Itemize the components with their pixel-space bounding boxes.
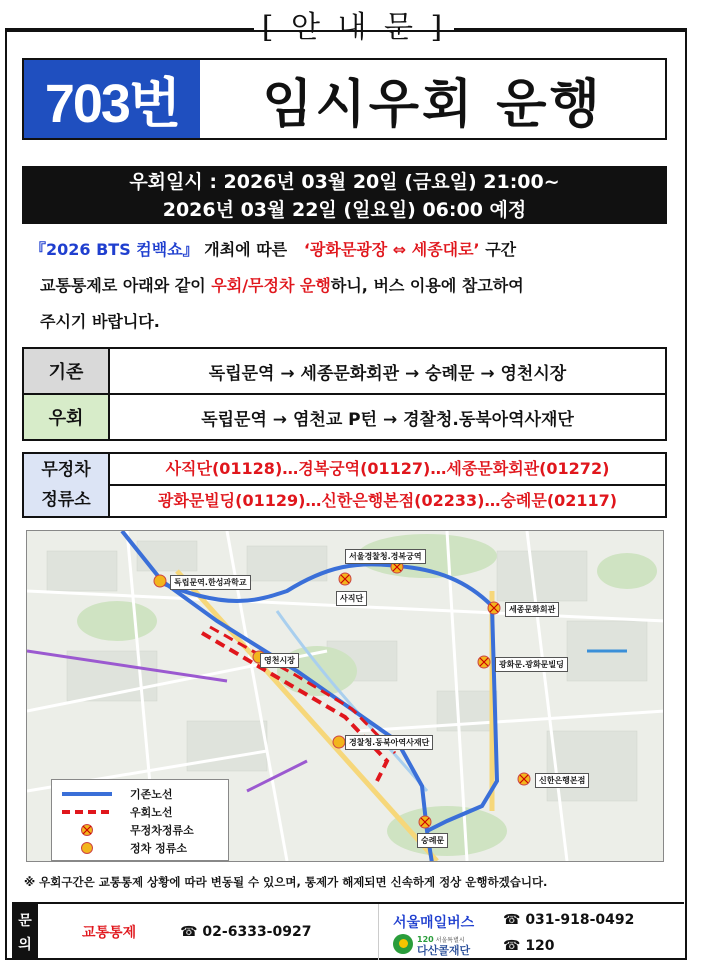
traffic-dept: 교통통제 <box>82 925 137 941</box>
contact-traffic <box>38 904 378 960</box>
legend-stop-icon <box>60 841 114 855</box>
no-stop-label-1: 무정차 <box>41 460 91 480</box>
map-label-stop-9: 숭례문 <box>417 833 448 848</box>
route-path-detour: 독립문역 → 염천교 P턴 → 경찰청.동북아역사재단 <box>109 394 666 440</box>
notice-part-5: 주시기 바랍니다. <box>40 312 160 331</box>
route-map <box>26 530 664 862</box>
logo-number: 120 <box>417 935 434 944</box>
no-stop-row-1: 사직단(01128)…경복궁역(01127)…세종문화회관(01272) <box>109 453 666 485</box>
legend-no-stop <box>60 822 194 838</box>
logo-small: 서울특별시 <box>435 937 465 944</box>
schedule-line-1: 우회일시 : 2026년 03월 20일 (금요일) 21:00~ <box>129 171 560 193</box>
route-row-detour <box>23 394 666 440</box>
map-label-stop-4: 세종문화회관 <box>505 602 559 617</box>
logo-name: 다산콜재단 <box>417 944 471 957</box>
detour-schedule <box>22 166 667 224</box>
control-section: ‘광화문광장 ⇔ 세종대로’ <box>303 240 480 259</box>
bus-company: 서울매일버스 <box>393 915 475 931</box>
notice-part-2: 구간 <box>479 240 517 259</box>
legend-no-stop-label: 무정차정류소 <box>130 824 194 837</box>
route-table <box>22 347 667 441</box>
legend-detour-swatch <box>60 805 114 819</box>
no-stop-label <box>23 453 109 517</box>
route-label-detour: 우회 <box>23 394 109 440</box>
legend-stop <box>60 840 187 856</box>
map-label-stop-3: 사직단 <box>336 591 367 606</box>
header-label: [ 안 내 문 ] <box>0 2 708 46</box>
map-label-stop-6: 광화문.광화문빌딩 <box>495 657 568 672</box>
bus-company-phone: ☎ 031-918-0492 <box>503 912 635 928</box>
contact-label <box>12 904 38 960</box>
footnote: ※ 우회구간은 교통통제 상황에 따라 변동될 수 있으며, 통제가 해제되면 신속하게 정상 운행하겠습니다. <box>24 875 548 889</box>
legend-no-stop-icon <box>60 823 114 837</box>
route-row-existing <box>23 348 666 394</box>
legend-detour <box>60 804 173 820</box>
legend-stop-label: 정차 정류소 <box>130 842 187 855</box>
title-box <box>22 58 667 140</box>
notice-part-4: 하니, 버스 이용에 참고하여 <box>330 276 524 295</box>
legend-detour-label: 우회노선 <box>130 806 173 819</box>
contact-bar <box>12 902 684 960</box>
map-legend <box>51 779 229 861</box>
contact-company <box>378 904 684 960</box>
dasan-call-logo <box>393 932 470 956</box>
no-stop-label-2: 정류소 <box>41 490 91 510</box>
no-stop-table <box>22 452 667 518</box>
dasan-logo-icon <box>393 934 413 954</box>
schedule-line-2: 2026년 03월 22일 (일요일) 06:00 예정 <box>162 199 527 221</box>
page-title: 임시우회 운행 <box>262 74 603 135</box>
traffic-phone: ☎ 02-6333-0927 <box>180 924 312 940</box>
notice-text <box>30 232 670 340</box>
legend-existing-label: 기존노선 <box>130 788 173 801</box>
event-name: 『2026 BTS 컴백쇼』 <box>30 240 199 259</box>
contact-label-top: 문 <box>18 913 32 929</box>
legend-existing <box>60 786 173 802</box>
map-label-stop-7: 경찰청.동북아역사재단 <box>345 735 433 750</box>
route-number: 703번 <box>24 60 200 138</box>
notice-part-3: 교통통제로 아래와 같이 <box>40 276 212 295</box>
map-label-stop-8: 신한은행본점 <box>535 773 589 788</box>
detour-action: 우회/무정차 운행 <box>211 276 331 295</box>
map-label-stop-5: 영천시장 <box>260 653 299 668</box>
call-center-phone: ☎ 120 <box>503 938 555 954</box>
notice-part-1: 개최에 따른 <box>198 240 293 259</box>
route-label-existing: 기존 <box>23 348 109 394</box>
map-label-stop-1: 독립문역.한성과학교 <box>170 575 251 590</box>
map-label-stop-2: 서울경찰청.경복궁역 <box>345 549 426 564</box>
legend-existing-swatch <box>60 787 114 801</box>
contact-label-bottom: 의 <box>18 937 32 953</box>
route-path-existing: 독립문역 → 세종문화회관 → 숭례문 → 영천시장 <box>109 348 666 394</box>
no-stop-row-2: 광화문빌딩(01129)…신한은행본점(02233)…숭례문(02117) <box>109 485 666 517</box>
